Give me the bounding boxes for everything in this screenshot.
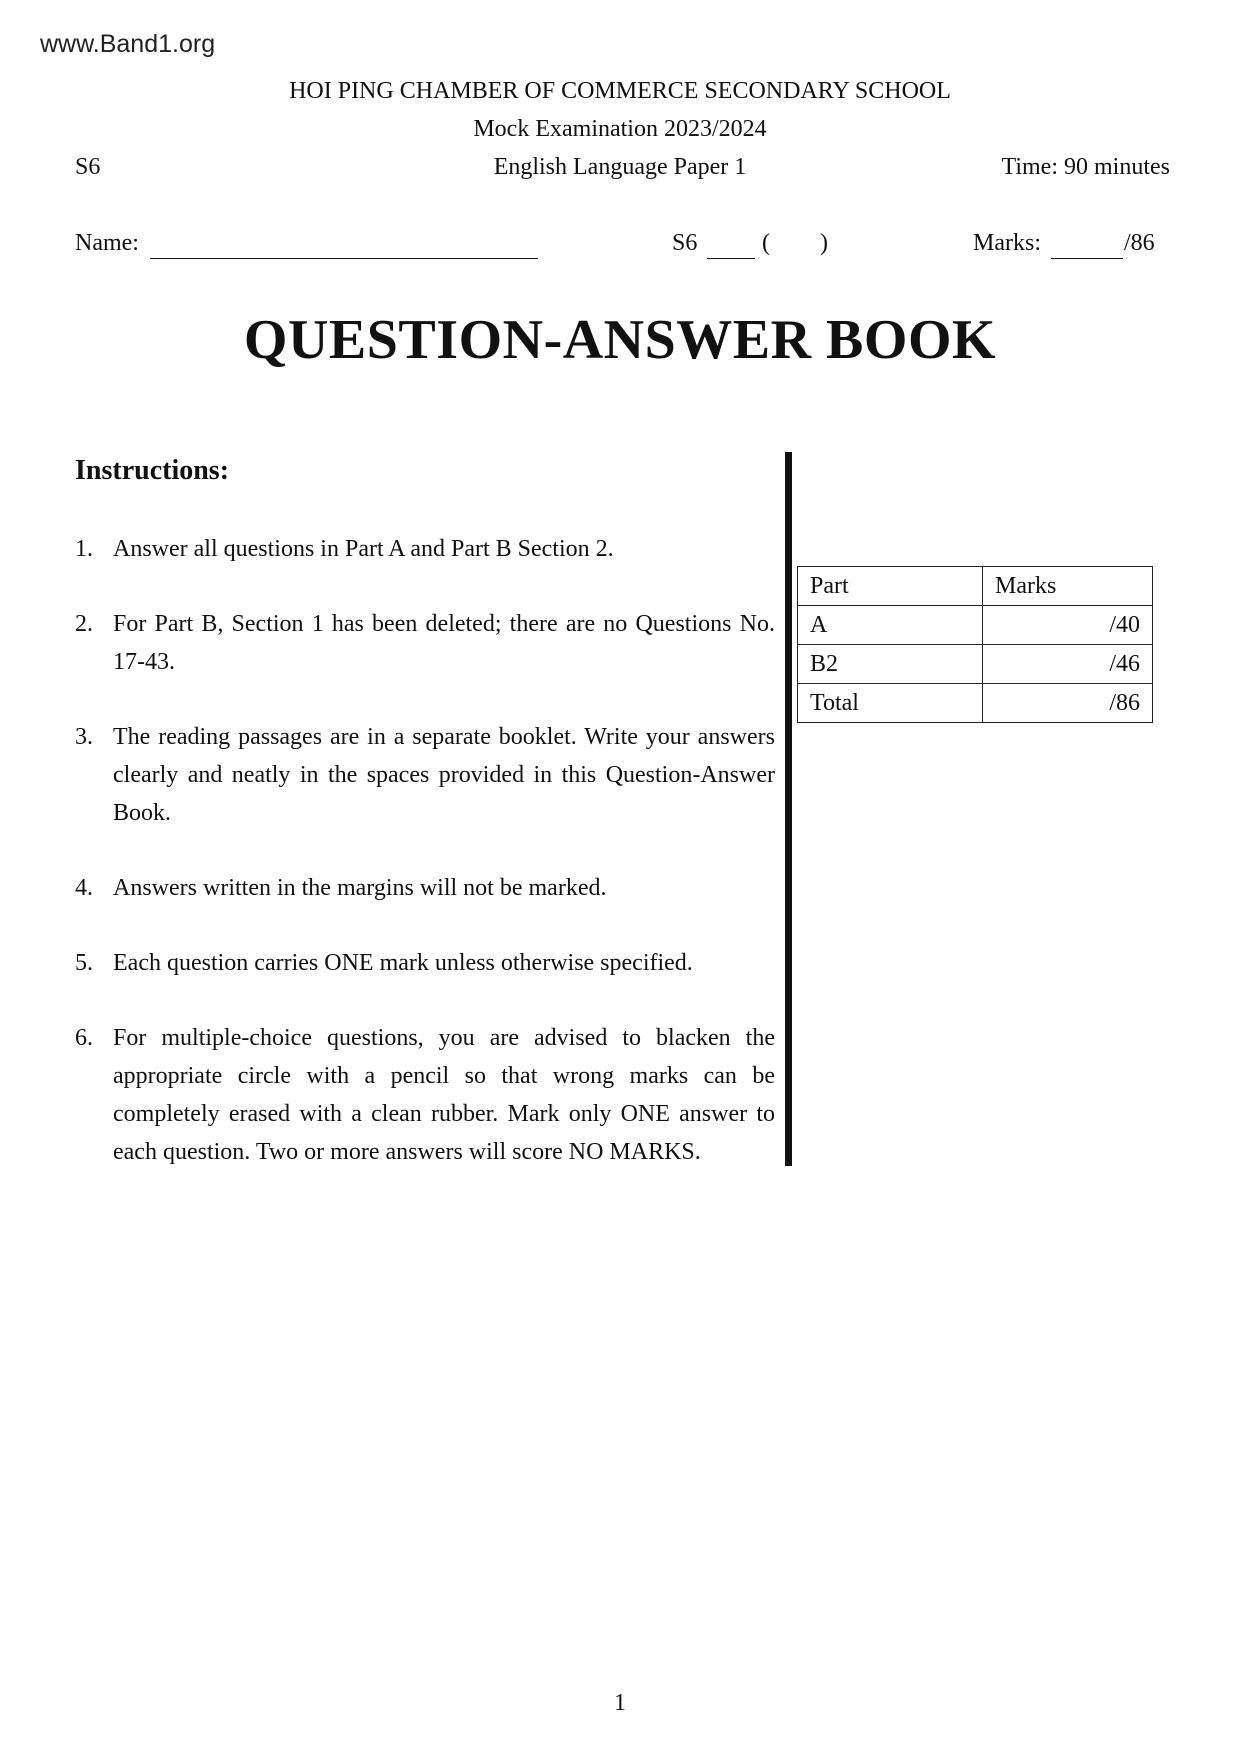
instruction-text: Answers written in the margins will not be marked. xyxy=(113,875,607,901)
exam-name: Mock Examination 2023/2024 xyxy=(473,116,767,142)
school-name: HOI PING CHAMBER OF COMMERCE SECONDARY SCHOOL xyxy=(289,78,951,104)
instructions-list xyxy=(75,530,775,1208)
header-marks: Marks xyxy=(983,567,1153,606)
instruction-number: 5. xyxy=(75,950,93,976)
instructions-heading: Instructions: xyxy=(75,455,230,486)
vertical-divider xyxy=(785,452,792,1166)
marks-label: Marks: xyxy=(973,230,1041,256)
marks-table-header xyxy=(798,567,1153,606)
marks-field[interactable] xyxy=(1051,258,1123,259)
name-field[interactable] xyxy=(150,258,538,259)
table-row xyxy=(798,606,1153,645)
instruction-item xyxy=(75,1019,775,1171)
instruction-item xyxy=(75,944,775,982)
instruction-item xyxy=(75,869,775,907)
instruction-text: For multiple-choice questions, you are advised to blacken the appropriate circle with a pencil so that wrong marks can be completely erased with a clean rubber. Mark only ONE answer to each question. Two or more answers will score NO MARKS. xyxy=(113,1025,775,1165)
name-label: Name: xyxy=(75,230,139,256)
instruction-text: For Part B, Section 1 has been deleted; there are no Questions No. 17-43. xyxy=(113,611,775,675)
class-number-paren-close: ) xyxy=(820,230,828,256)
instruction-number: 2. xyxy=(75,611,93,637)
watermark-url: www.Band1.org xyxy=(40,30,216,58)
instruction-item xyxy=(75,530,775,568)
part-cell: B2 xyxy=(798,645,983,684)
instruction-number: 1. xyxy=(75,536,93,562)
instruction-number: 3. xyxy=(75,724,93,750)
part-cell: Total xyxy=(798,684,983,723)
time-allowed: Time: 90 minutes xyxy=(1001,154,1170,180)
marks-cell[interactable]: /46 xyxy=(983,645,1153,684)
instruction-number: 4. xyxy=(75,875,93,901)
instruction-item xyxy=(75,718,775,832)
form-level: S6 xyxy=(75,154,101,180)
marks-cell[interactable]: /86 xyxy=(983,684,1153,723)
paper-name: English Language Paper 1 xyxy=(493,154,747,180)
part-cell: A xyxy=(798,606,983,645)
instruction-text: The reading passages are in a separate booklet. Write your answers clearly and neatly in the spaces provided in this Question-Answer Book. xyxy=(113,724,775,826)
class-number-paren-open: ( xyxy=(762,230,770,256)
instruction-number: 6. xyxy=(75,1025,93,1051)
marks-cell[interactable]: /40 xyxy=(983,606,1153,645)
instruction-text: Each question carries ONE mark unless otherwise specified. xyxy=(113,950,693,976)
instruction-text: Answer all questions in Part A and Part B Section 2. xyxy=(113,536,614,562)
marks-total: /86 xyxy=(1124,230,1155,256)
marks-table xyxy=(797,566,1153,723)
table-row xyxy=(798,645,1153,684)
table-row xyxy=(798,684,1153,723)
instruction-item xyxy=(75,605,775,681)
class-label: S6 xyxy=(672,230,698,256)
class-field[interactable] xyxy=(707,258,755,259)
page-number: 1 xyxy=(614,1690,626,1716)
header-part: Part xyxy=(798,567,983,606)
page-title: QUESTION-ANSWER BOOK xyxy=(243,309,997,371)
